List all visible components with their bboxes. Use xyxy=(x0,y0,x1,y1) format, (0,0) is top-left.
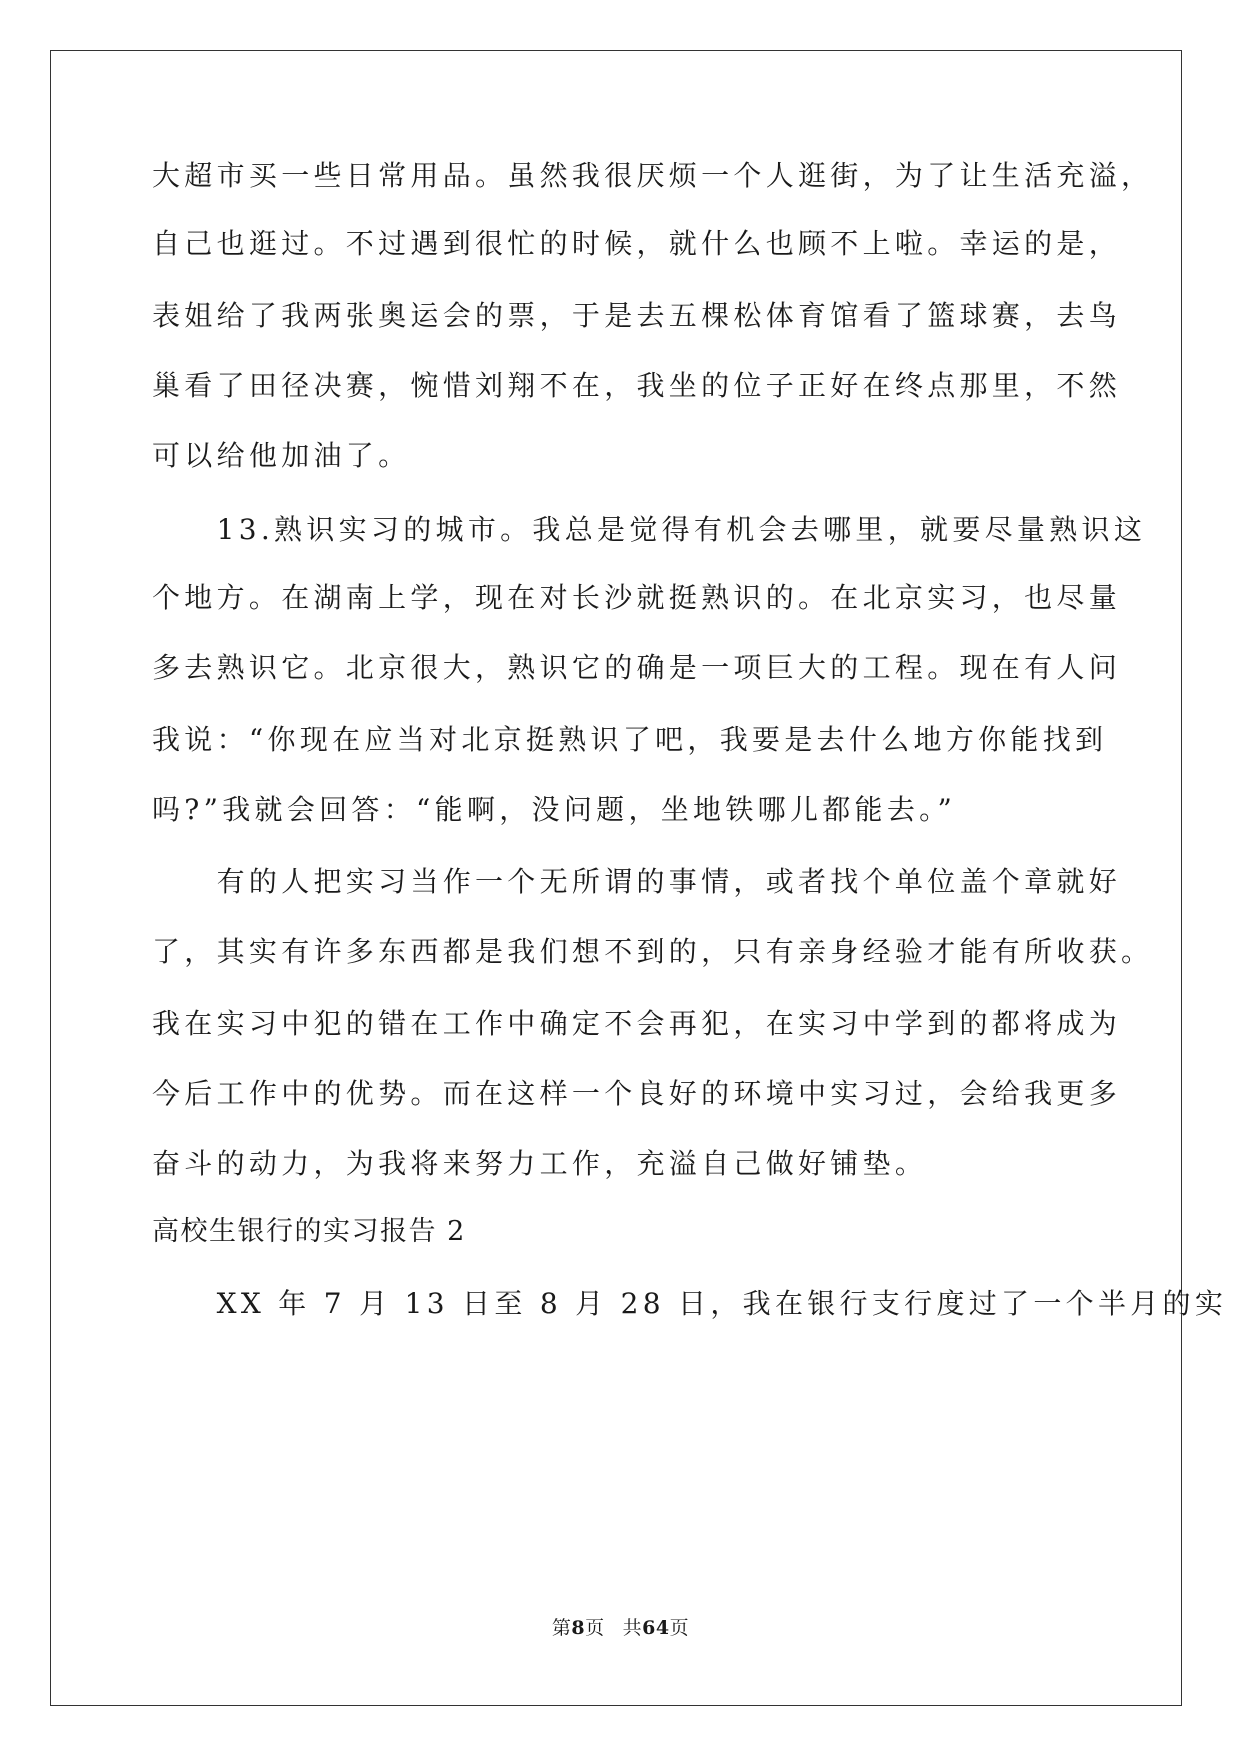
text-line: 自己也逛过。不过遇到很忙的时候，就什么也顾不上啦。幸运的是， xyxy=(152,227,1122,260)
text-line: 我说：“你现在应当对北京挺熟识了吧，我要是去什么地方你能找到 xyxy=(152,723,1108,756)
text-line: 大超市买一些日常用品。虽然我很厌烦一个人逛街，为了让生活充溢， xyxy=(152,159,1154,192)
footer-total-prefix: 共 xyxy=(622,1617,643,1639)
section-heading: 高校生银行的实习报告 2 xyxy=(152,1216,466,1247)
text-line: 个地方。在湖南上学，现在对长沙就挺熟识的。在北京实习，也尽量 xyxy=(152,581,1122,614)
page-number: 8 xyxy=(571,1617,586,1639)
text-line: 可以给他加油了。 xyxy=(152,439,411,472)
text-line: 巢看了田径决赛，惋惜刘翔不在，我坐的位子正好在终点那里，不然 xyxy=(152,369,1122,402)
text-line: 吗?”我就会回答：“能啊，没问题，坐地铁哪儿都能去。” xyxy=(152,793,957,826)
text-line: 有的人把实习当作一个无所谓的事情，或者找个单位盖个章就好 xyxy=(152,865,1122,898)
footer-prefix: 第 xyxy=(551,1617,572,1639)
text-line: 多去熟识它。北京很大，熟识它的确是一项巨大的工程。现在有人问 xyxy=(152,651,1122,684)
text-line: 我在实习中犯的错在工作中确定不会再犯，在实习中学到的都将成为 xyxy=(152,1007,1122,1040)
text-line: 今后工作中的优势。而在这样一个良好的环境中实习过，会给我更多 xyxy=(152,1077,1122,1110)
footer-total-suffix: 页 xyxy=(669,1617,690,1639)
page-footer xyxy=(0,1616,1241,1640)
text-line: 表姐给了我两张奥运会的票，于是去五棵松体育馆看了篮球赛，去鸟 xyxy=(152,299,1122,332)
total-pages: 64 xyxy=(642,1617,670,1639)
footer-page-suffix: 页 xyxy=(585,1617,605,1639)
text-line: XX 年 7 月 13 日至 8 月 28 日，我在银行支行度过了一个半月的实 xyxy=(152,1287,1228,1320)
text-line: 奋斗的动力，为我将来努力工作，充溢自己做好铺垫。 xyxy=(152,1147,928,1180)
text-line: 13.熟识实习的城市。我总是觉得有机会去哪里，就要尽量熟识这 xyxy=(152,513,1147,546)
text-line: 了，其实有许多东西都是我们想不到的，只有亲身经验才能有所收获。 xyxy=(152,935,1154,968)
